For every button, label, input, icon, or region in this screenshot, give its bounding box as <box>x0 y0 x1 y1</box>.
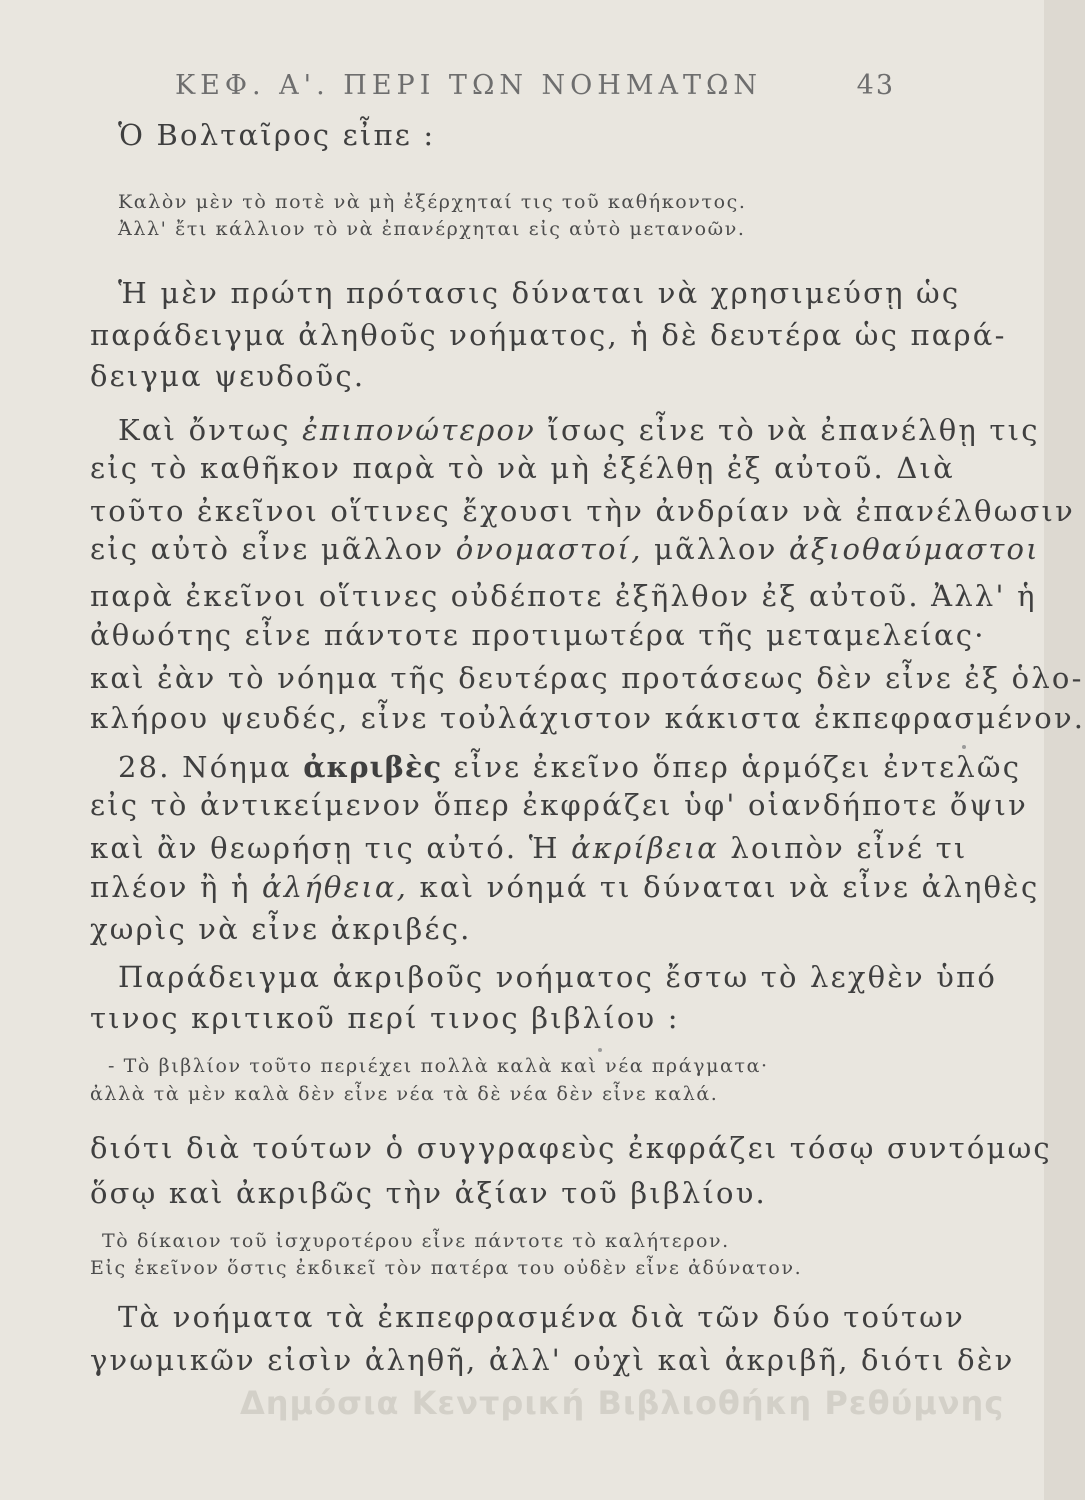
text-line: καὶ ἐὰν τὸ νόημα τῆς δευτέρας προτάσεως δὲν εἶνε ἐξ ὁλο- <box>90 661 1084 695</box>
text-line: δειγμα ψευδοῦς. <box>90 359 366 393</box>
text-line <box>118 750 1022 784</box>
quote-line: ἀλλὰ τὰ μὲν καλὰ δὲν εἶνε νέα τὰ δὲ νέα δὲν εἶνε καλά. <box>90 1083 719 1105</box>
text-span: πλέον ἢ ἡ <box>90 870 262 904</box>
text-line: παράδειγμα ἀληθοῦς νοήματος, ἡ δὲ δευτέρα ὡς παρά- <box>90 318 1007 352</box>
page-number: 43 <box>856 70 895 101</box>
italic-term: ἐπιπονώτερον <box>302 413 537 447</box>
text-line: ὅσῳ καὶ ἀκριβῶς τὴν ἀξίαν τοῦ βιβλίου. <box>90 1176 767 1210</box>
text-line: ἀθωότης εἶνε πάντοτε προτιμωτέρα τῆς μεταμελείας· <box>90 618 986 652</box>
text-line: εἰς τὸ καθῆκον παρὰ τὸ νὰ μὴ ἐξέλθῃ ἐξ αὐτοῦ. Διὰ <box>90 451 955 485</box>
text-span: μᾶλλον <box>642 532 789 566</box>
text-line: Ὁ Βολταῖρος εἶπε : <box>118 118 436 152</box>
text-line: εἰς τὸ ἀντικείμενον ὅπερ ἐκφράζει ὑφ' οἱανδήποτε ὄψιν <box>90 788 1028 822</box>
italic-term: ὀνομαστοί, <box>455 532 643 566</box>
text-line: Ἡ μὲν πρώτη πρότασις δύναται νὰ χρησιμεύσῃ ὡς <box>118 276 961 310</box>
quote-line: Τὸ δίκαιον τοῦ ἰσχυροτέρου εἶνε πάντοτε τὸ καλήτερον. <box>102 1230 730 1252</box>
italic-term: ἀξιοθαύμαστοι <box>788 532 1040 566</box>
text-line <box>118 413 1040 447</box>
text-span: ἴσως εἶνε τὸ νὰ ἐπανέλθῃ τις <box>536 413 1040 447</box>
text-line: τοῦτο ἐκεῖνοι οἵτινες ἔχουσι τὴν ἀνδρίαν νὰ ἐπανέλθωσιν <box>90 494 1075 528</box>
quote-line: - Τὸ βιβλίον τοῦτο περιέχει πολλὰ καλὰ καὶ νέα πράγματα· <box>108 1055 769 1077</box>
text-line <box>90 532 1040 566</box>
text-line: διότι διὰ τούτων ὁ συγγραφεὺς ἐκφράζει τόσῳ συντόμως <box>90 1131 1052 1165</box>
quote-line: Καλὸν μὲν τὸ ποτὲ νὰ μὴ ἐξέρχηταί τις τοῦ καθήκοντος. <box>118 191 747 213</box>
text-line: τινος κριτικοῦ περί τινος βιβλίου : <box>90 1001 680 1035</box>
section-number-text: 28. Νόημα <box>118 750 304 784</box>
text-line <box>90 831 968 865</box>
quote-line: Εἰς ἐκεῖνον ὅστις ἐκδικεῖ τὸν πατέρα του οὐδὲν εἶνε ἀδύνατον. <box>90 1257 803 1279</box>
library-watermark: Δημόσια Κεντρική Βιβλιοθήκη Ρεθύμνης <box>240 1384 1005 1422</box>
text-line: Παράδειγμα ἀκριβοῦς νοήματος ἔστω τὸ λεχθὲν ὑπό <box>118 960 998 994</box>
text-span: Καὶ ὄντως <box>118 413 303 447</box>
text-line <box>90 870 1040 904</box>
text-span: καὶ ἂν θεωρήσῃ τις αὐτό. Ἡ <box>90 831 572 865</box>
running-header <box>175 70 895 101</box>
text-line: γνωμικῶν εἰσὶν ἀληθῆ, ἀλλ' οὐχὶ καὶ ἀκριβῆ, διότι δὲν <box>90 1343 1015 1377</box>
print-speck <box>962 745 966 749</box>
text-span: εἶνε ἐκεῖνο ὅπερ ἁρμόζει ἐντελῶς <box>442 750 1022 784</box>
bold-term: ἀκριβὲς <box>303 750 443 784</box>
text-line: Τὰ νοήματα τὰ ἐκπεφρασμένα διὰ τῶν δύο τούτων <box>118 1300 965 1334</box>
print-speck <box>598 1048 602 1052</box>
text-span: καὶ νόημά τι δύναται νὰ εἶνε ἀληθὲς <box>408 870 1040 904</box>
italic-term: ἀλήθεια, <box>261 870 409 904</box>
text-span: λοιπὸν εἶνέ τι <box>719 831 968 865</box>
text-line: χωρὶς νὰ εἶνε ἀκριβές. <box>90 912 472 946</box>
text-line: κλήρου ψευδές, εἶνε τοὐλάχιστον κάκιστα ἐκπεφρασμένον. <box>90 701 1085 735</box>
italic-term: ἀκρίβεια <box>571 831 719 865</box>
text-line: παρὰ ἐκεῖνοι οἵτινες οὐδέποτε ἐξῆλθον ἐξ αὐτοῦ. Ἀλλ' ἡ <box>90 579 1037 613</box>
running-title: ΚΕΦ. Α'. ΠΕΡΙ ΤΩΝ ΝΟΗΜΑΤΩΝ <box>175 70 763 101</box>
text-span: εἰς αὐτὸ εἶνε μᾶλλον <box>90 532 456 566</box>
quote-line: Ἀλλ' ἔτι κάλλιον τὸ νὰ ἐπανέρχηται εἰς αὐτὸ μετανοῶν. <box>118 218 746 240</box>
